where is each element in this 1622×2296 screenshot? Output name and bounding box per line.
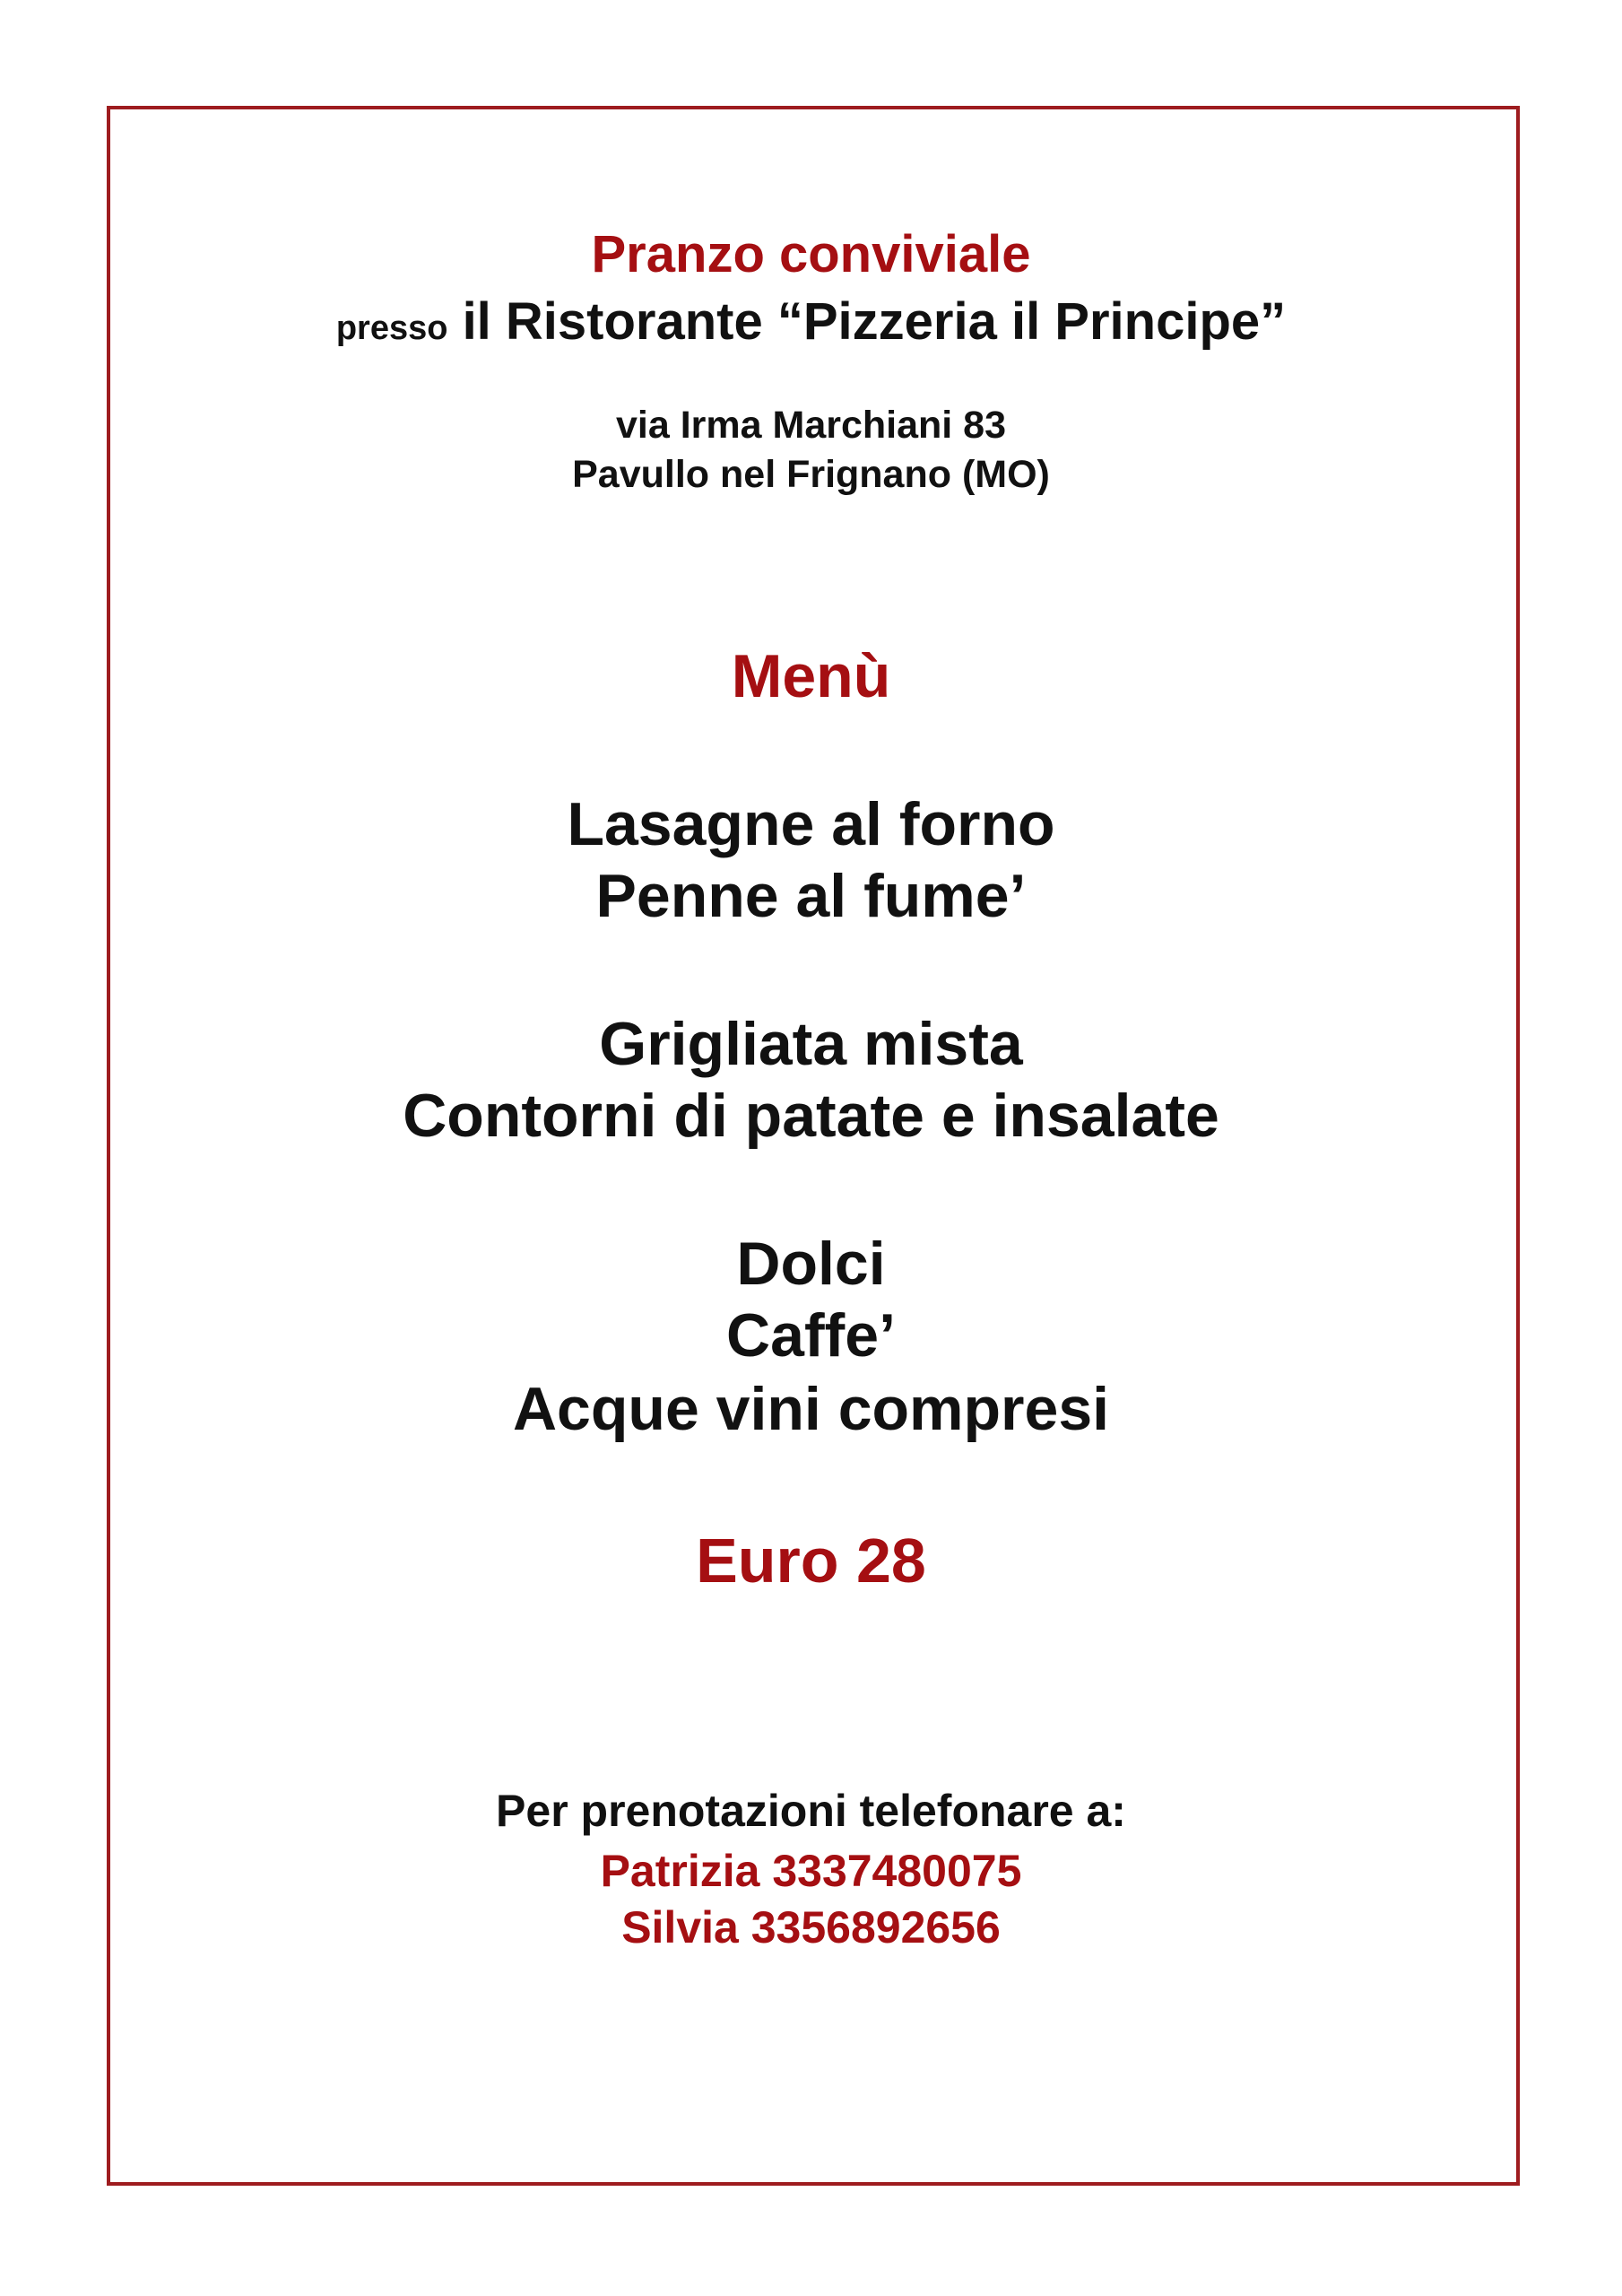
- menu-item: Dolci: [736, 1230, 886, 1298]
- menu-heading: Menù: [731, 642, 891, 710]
- contact-phone: Silvia 3356892656: [621, 1902, 1001, 1952]
- booking-label: Per prenotazioni telefonare a:: [496, 1786, 1126, 1836]
- price: Euro 28: [696, 1526, 926, 1596]
- menu-item: Caffe’: [726, 1301, 896, 1370]
- menu-item: Contorni di patate e insalate: [403, 1082, 1219, 1150]
- address-city: Pavullo nel Frignano (MO): [572, 453, 1050, 496]
- menu-item: Penne al fume’: [595, 862, 1027, 930]
- venue-name: il Ristorante “Pizzeria il Principe”: [462, 292, 1287, 351]
- event-title: Pranzo conviviale: [591, 225, 1031, 283]
- menu-item: Acque vini compresi: [512, 1375, 1110, 1443]
- menu-item: Grigliata mista: [599, 1010, 1023, 1078]
- venue-line: [0, 291, 1622, 352]
- contact-phone: Patrizia 3337480075: [600, 1846, 1022, 1896]
- menu-item: Lasagne al forno: [567, 790, 1055, 858]
- venue-prefix: presso: [335, 309, 448, 347]
- address-street: via Irma Marchiani 83: [616, 404, 1006, 447]
